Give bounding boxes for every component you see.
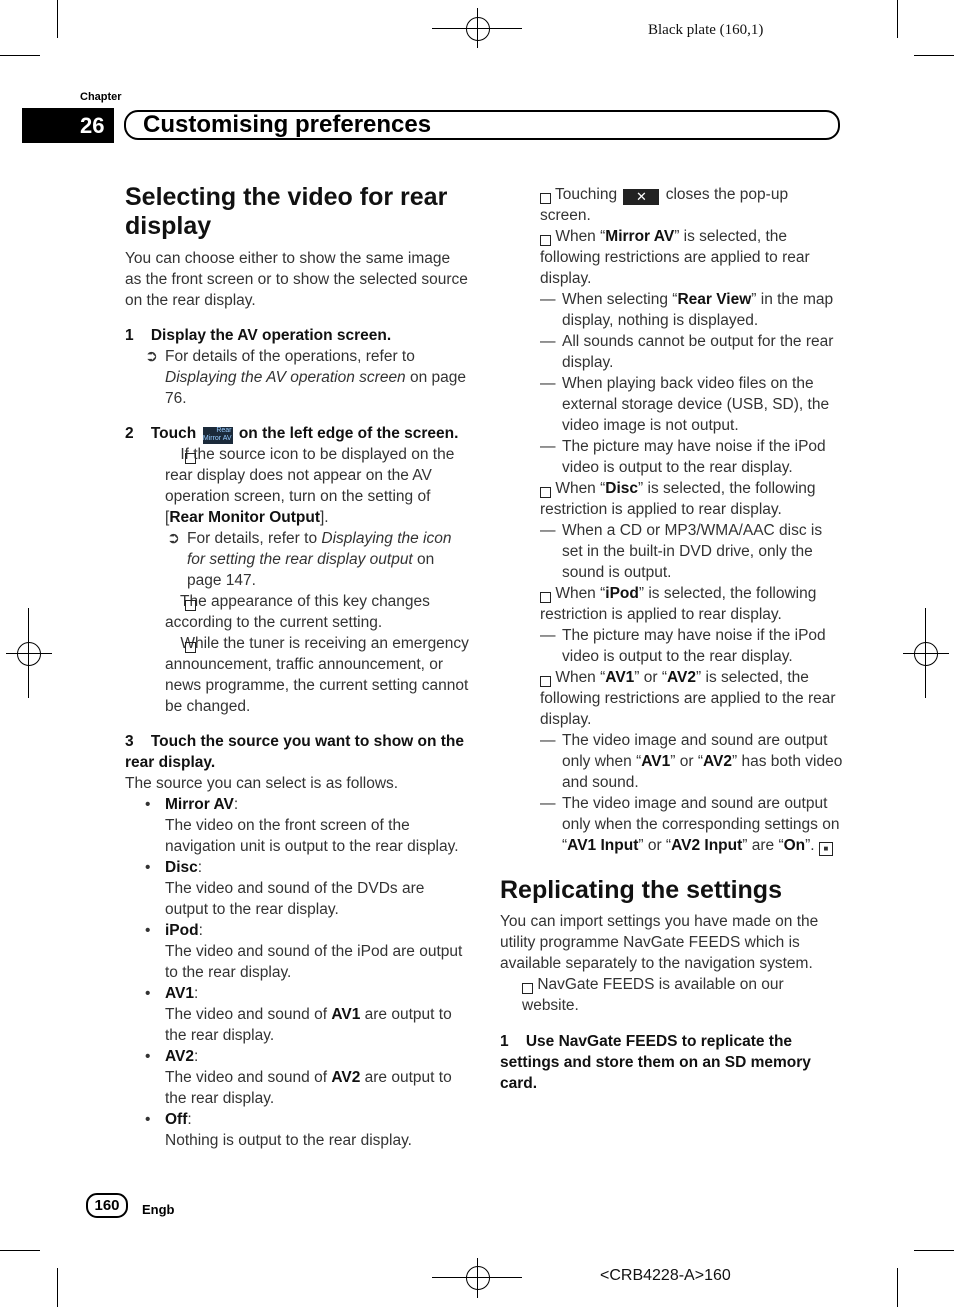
registration-circle [914,642,938,666]
crop-mark [914,55,954,56]
right-column [518,184,843,856]
plate-label: Black plate (160,1) [648,22,764,38]
rear-source-icon: Rear Mirror AV [202,427,232,442]
checkbox-bullet-icon [185,642,196,653]
chapter-title: Customising preferences [143,111,432,138]
dash-icon: — [540,795,556,812]
crop-mark [0,1250,40,1251]
note-close: Touching ✕ closes the pop-up screen. [540,186,789,224]
registration-circle [466,1266,490,1290]
step-1: 1 Use NavGate FEEDS to replicate the settings and store them on an SD memory card. [500,1033,811,1092]
checkbox-bullet-icon [540,193,551,204]
mirror-av-restriction: — All sounds cannot be output for the rear display. [540,333,834,371]
arrow-icon: ➲ [145,348,158,365]
step-1-note: ➲ For details of the operations, refer to Displaying the AV operation screen on page 76. [145,348,467,407]
checkbox-bullet-icon [185,453,196,464]
source-item: • Mirror AV: The video on the front screen of the navigation unit is output to the rear display. [145,796,459,855]
note-website: NavGate FEEDS is available on our website. [522,976,784,1014]
av-restriction: — The video image and sound are output only when the corresponding settings on “AV1 Input” or “AV2 Input” are “On”. ■ [540,795,840,854]
section-title: Selecting the video for rear display [125,183,448,240]
step-3: 3 Touch the source you want to show on the rear display. [125,733,465,771]
checkbox-bullet-icon [540,676,551,687]
note-ipod: When “iPod” is selected, the following restriction is applied to rear display. [540,585,817,623]
language-code: Engb [142,1202,175,1217]
end-of-section-icon: ■ [819,842,833,856]
note-disc: When “Disc” is selected, the following restriction is applied to rear display. [540,480,816,518]
source-item: • AV2: The video and sound of AV2 are output to the rear display. [145,1048,452,1107]
bullet-icon: • [145,1111,151,1128]
mirror-av-restriction: — When playing back video files on the external storage device (USB, SD), the video image is not output. [540,375,830,434]
crop-mark [57,0,58,38]
page-reference: Displaying the AV operation screen [165,369,406,386]
crop-mark [914,1250,954,1251]
intro-text: You can choose either to show the same image as the front screen or to show the selected source on the rear display. [125,250,468,309]
left-column [125,183,470,1151]
bullet-icon: • [145,985,151,1002]
checkbox-bullet-icon [540,235,551,246]
source-item: • iPod: The video and sound of the iPod are output to the rear display. [145,922,463,981]
bullet-icon: • [145,922,151,939]
section-title: Replicating the settings [500,876,782,904]
note-av: When “AV1” or “AV2” is selected, the following restrictions are applied to the rear display. [540,669,836,728]
mirror-av-restrictions [518,289,843,478]
step-2-note: The appearance of this key changes according to the current setting. [165,593,430,631]
crop-mark [897,0,898,38]
crop-mark [897,1268,898,1307]
checkbox-bullet-icon [185,600,196,611]
step-2-note: If the source icon to be displayed on the rear display does not appear on the AV operation screen, turn on the setting of [Rear Monitor Output]. [165,446,455,526]
crop-mark [0,55,40,56]
bullet-icon: • [145,859,151,876]
replicating-section [500,876,843,1094]
document-code: <CRB4228-A>160 [600,1267,731,1284]
source-item: • Off: Nothing is output to the rear display. [145,1111,412,1149]
close-icon: ✕ [623,189,659,205]
bullet-icon: • [145,796,151,813]
arrow-icon: ➲ [167,530,180,547]
checkbox-bullet-icon [540,592,551,603]
mirror-av-restriction: — The picture may have noise if the iPod video is output to the rear display. [540,438,826,476]
dash-icon: — [540,375,556,392]
ipod-restriction: — The picture may have noise if the iPod video is output to the rear display. [540,627,826,665]
step-2-note: While the tuner is receiving an emergency announcement, traffic announcement, or news programme, the current setting cannot be changed. [165,635,469,715]
source-item: • AV1: The video and sound of AV1 are output to the rear display. [145,985,452,1044]
section-intro: You can import settings you have made on the utility programme NavGate FEEDS which is available separately to the navigation system. [500,913,819,972]
crop-mark [57,1268,58,1307]
chapter-label: Chapter [80,91,122,103]
step-2-subnote: ➲ For details, refer to Displaying the icon for setting the rear display output on page 147. [167,530,452,589]
chapter-number: 26 [22,108,114,143]
registration-circle [17,642,41,666]
checkbox-bullet-icon [540,487,551,498]
step-1: 1 Display the AV operation screen. [125,327,392,344]
note-mirror-av: When “Mirror AV” is selected, the following restrictions are applied to rear display. [540,228,810,287]
page-number: 160 [86,1193,128,1218]
dash-icon: — [540,333,556,350]
av-restriction: — The video image and sound are output only when “AV1” or “AV2” has both video and sound. [540,732,843,791]
step-2: 2 Touch Rear Mirror AV on the left edge of the screen. [125,425,459,442]
dash-icon: — [540,438,556,455]
registration-circle [466,17,490,41]
dash-icon: — [540,291,556,308]
dash-icon: — [540,627,556,644]
step-3-intro: The source you can select is as follows. [125,775,399,792]
bullet-icon: • [145,1048,151,1065]
disc-restriction: — When a CD or MP3/WMA/AAC disc is set in the built-in DVD drive, only the sound is output. [540,522,823,581]
dash-icon: — [540,522,556,539]
mirror-av-restriction: — When selecting “Rear View” in the map display, nothing is displayed. [540,291,834,329]
source-list [125,794,470,1151]
source-item: • Disc: The video and sound of the DVDs are output to the rear display. [145,859,425,918]
page-reference: Displaying the icon for setting the rear display output [187,530,452,568]
checkbox-bullet-icon [522,983,533,994]
dash-icon: — [540,732,556,749]
